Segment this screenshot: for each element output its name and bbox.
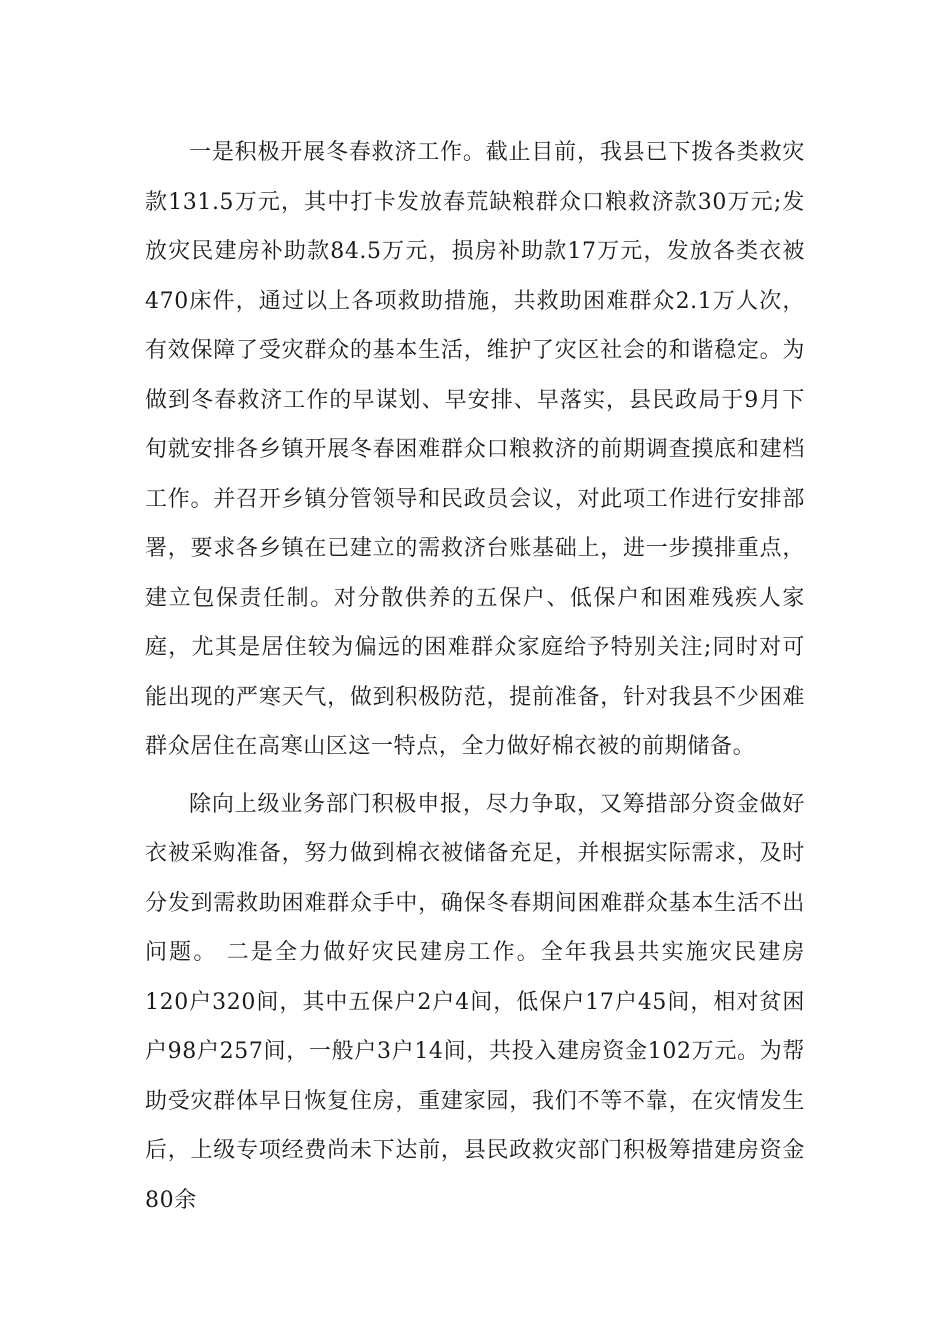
document-body [145, 128, 805, 1225]
paragraph-disaster-housing: 除向上级业务部门积极申报，尽力争取，又筹措部分资金做好衣被采购准备，努力做到棉衣被储备充足，并根据实际需求，及时分发到需救助困难群众手中，确保冬春期间困难群众基本生活不出问题。 二是全力做好灾民建房工作。全年我县共实施灾民建房120户320间，其中五保户2户4间，低保户17户45间，相对贫困户98户257间，一般户3户14间，共投入建房资金102万元。为帮助受灾群体早日恢复住房，重建家园，我们不等不靠，在灾情发生后，上级专项经费尚未下达前，县民政救灾部门积极筹措建房资金80余 [145, 791, 805, 1213]
paragraph-winter-spring-relief: 一是积极开展冬春救济工作。截止目前，我县已下拨各类救灾款131.5万元，其中打卡发放春荒缺粮群众口粮救济款30万元;发放灾民建房补助款84.5万元，损房补助款17万元，发放各类衣被470床件，通过以上各项救助措施，共救助困难群众2.1万人次，有效保障了受灾群众的基本生活，维护了灾区社会的和谐稳定。为做到冬春救济工作的早谋划、早安排、早落实，县民政局于9月下旬就安排各乡镇开展冬春困难群众口粮救济的前期调查摸底和建档工作。并召开乡镇分管领导和民政员会议，对此项工作进行安排部署，要求各乡镇在已建立的需救济台账基础上，进一步摸排重点，建立包保责任制。对分散供养的五保户、低保户和困难残疾人家庭，尤其是居住较为偏远的困难群众家庭给予特别关注;同时对可能出现的严寒天气，做到积极防范，提前准备，针对我县不少困难群众居住在高寒山区这一特点，全力做好棉衣被的前期储备。 [145, 140, 805, 759]
